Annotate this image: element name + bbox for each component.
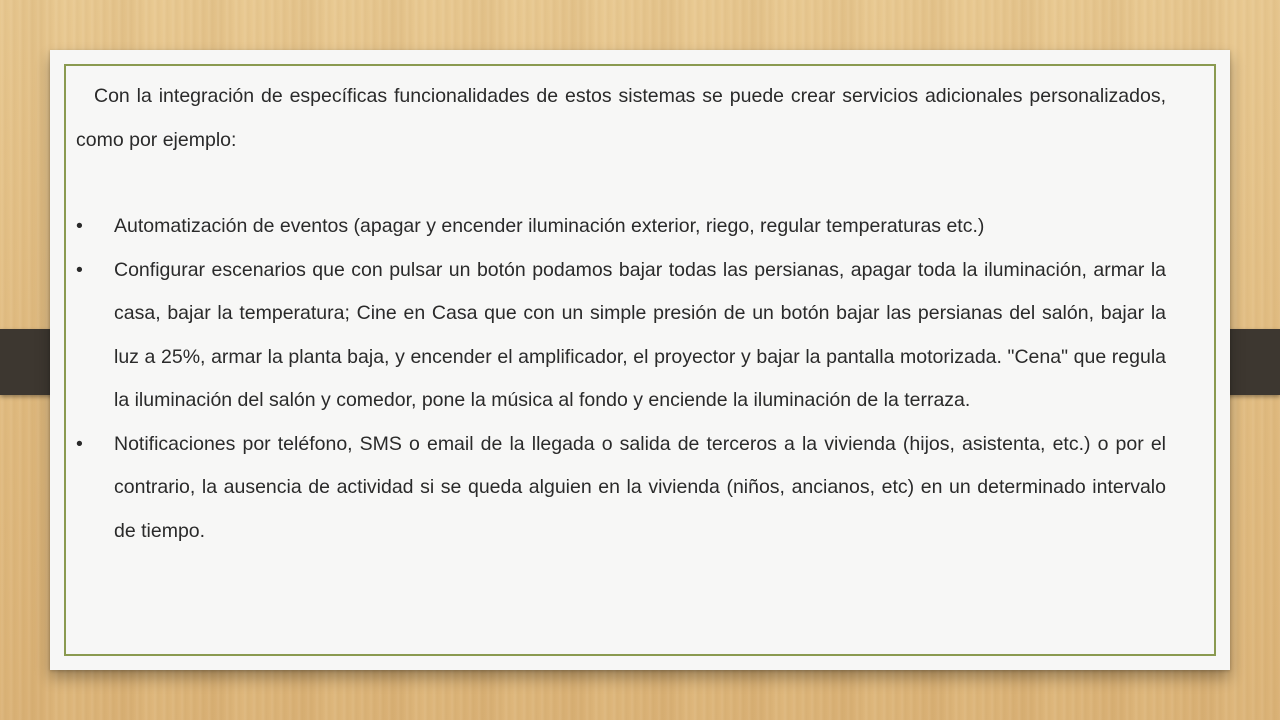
bullet-icon: • xyxy=(76,215,83,237)
bullet-icon: • xyxy=(76,432,83,455)
list-item-text: Notificaciones por teléfono, SMS o email de la llegada o salida de terceros a la vivienda (hijos, asistenta, etc.) o por el contrario, la ausencia de actividad si se queda alguien en la vivienda (niños, ancianos, etc) en un determinado intervalo de tiempo. xyxy=(114,432,1166,542)
list-item-text: Configurar escenarios que con pulsar un botón podamos bajar todas las persianas, apagar toda la iluminación, armar la casa, bajar la temperatura; Cine en Casa que con un simple presión de un botón bajar las persianas del salón, bajar la luz a 25%, armar la planta baja, y encender el amplificador, el proyector y bajar la pantalla motorizada. "Cena" que regula la iluminación del salón y comedor, pone la música al fondo y enciende la iluminación de la terraza. xyxy=(114,258,1166,411)
slide-content xyxy=(76,75,1166,553)
bullet-icon: • xyxy=(76,258,83,281)
intro-paragraph: Con la integración de específicas funcionalidades de estos sistemas se puede crear servicios adicionales personalizados, como por ejemplo: xyxy=(76,85,1166,151)
paragraph-spacer xyxy=(76,162,1166,205)
list-item-text: Automatización de eventos (apagar y encender iluminación exterior, riego, regular temperaturas etc.) xyxy=(114,215,985,237)
feature-list xyxy=(76,205,1166,553)
list-item xyxy=(76,423,1166,554)
list-item xyxy=(76,205,1166,249)
list-item xyxy=(76,249,1166,423)
slide-paper xyxy=(50,50,1230,670)
